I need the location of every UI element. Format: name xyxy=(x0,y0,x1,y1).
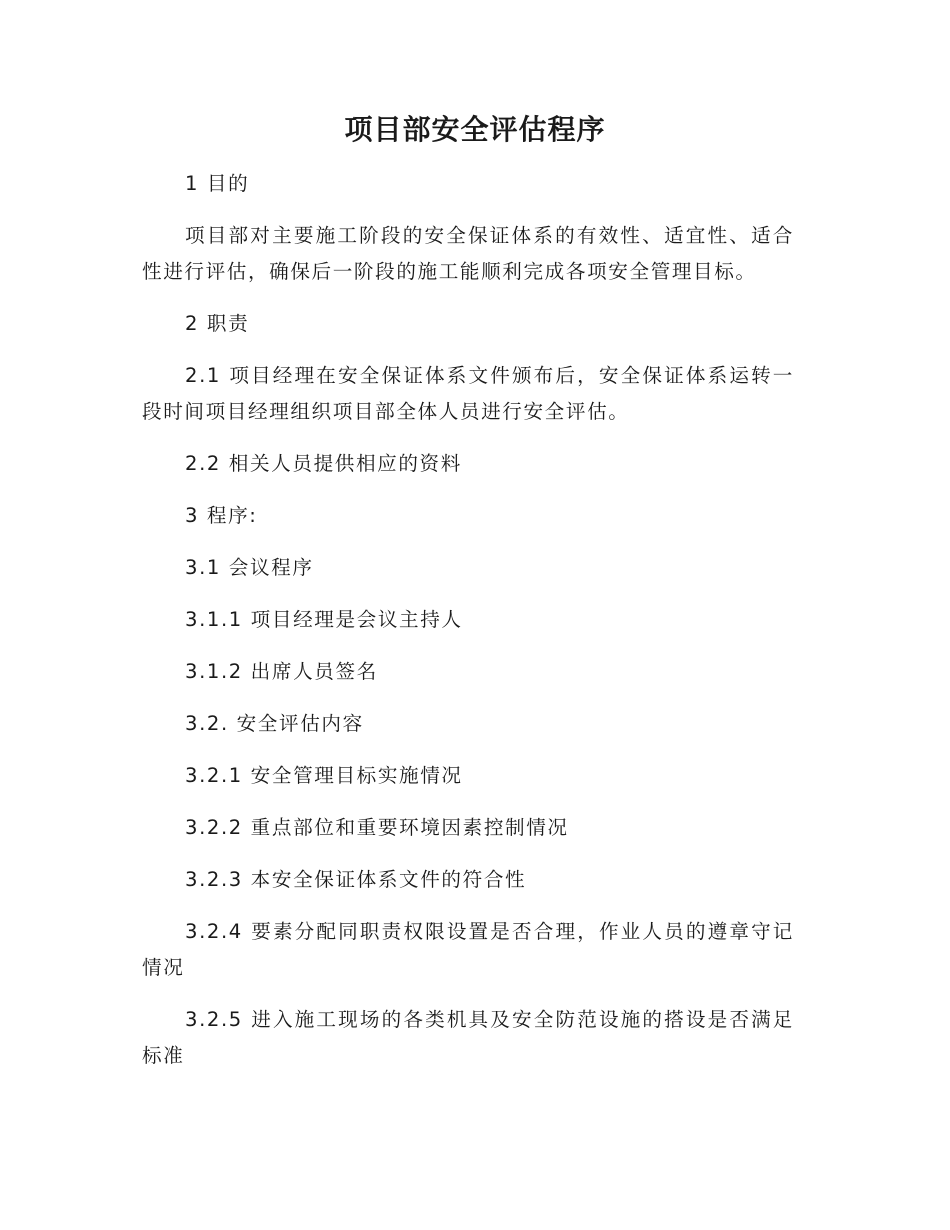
heading-purpose: 1 目的 xyxy=(185,172,250,195)
paragraph-3-1: 3.1 会议程序 xyxy=(185,556,314,579)
heading-procedure: 3 程序: xyxy=(185,504,258,527)
paragraph-3-2-2: 3.2.2 重点部位和重要环境因素控制情况 xyxy=(185,816,569,839)
paragraph-3-2-1: 3.2.1 安全管理目标实施情况 xyxy=(185,764,463,787)
paragraph-3-2-3: 3.2.3 本安全保证体系文件的符合性 xyxy=(185,868,527,891)
heading-responsibilities: 2 职责 xyxy=(185,312,250,335)
paragraph-2-2: 2.2 相关人员提供相应的资料 xyxy=(185,452,462,475)
paragraph-2-1: 2.1 项目经理在安全保证体系文件颁布后，安全保证体系运转一段时间项目经理组织项目部全体人员进行安全评估。 xyxy=(142,364,794,423)
paragraph-3-1-1: 3.1.1 项目经理是会议主持人 xyxy=(185,608,463,631)
paragraph-3-2-5: 3.2.5 进入施工现场的各类机具及安全防范设施的搭设是否满足标准 xyxy=(142,1008,794,1067)
paragraph-3-1-2: 3.1.2 出席人员签名 xyxy=(185,660,378,683)
paragraph-purpose-text: 项目部对主要施工阶段的安全保证体系的有效性、适宜性、适合性进行评估，确保后一阶段的施工能顺利完成各项安全管理目标。 xyxy=(142,224,794,283)
paragraph-3-2: 3.2. 安全评估内容 xyxy=(185,712,364,735)
paragraph-3-2-4: 3.2.4 要素分配同职责权限设置是否合理，作业人员的遵章守记情况 xyxy=(142,920,794,979)
document-body xyxy=(142,166,794,1090)
document-title: 项目部安全评估程序 xyxy=(344,113,606,146)
